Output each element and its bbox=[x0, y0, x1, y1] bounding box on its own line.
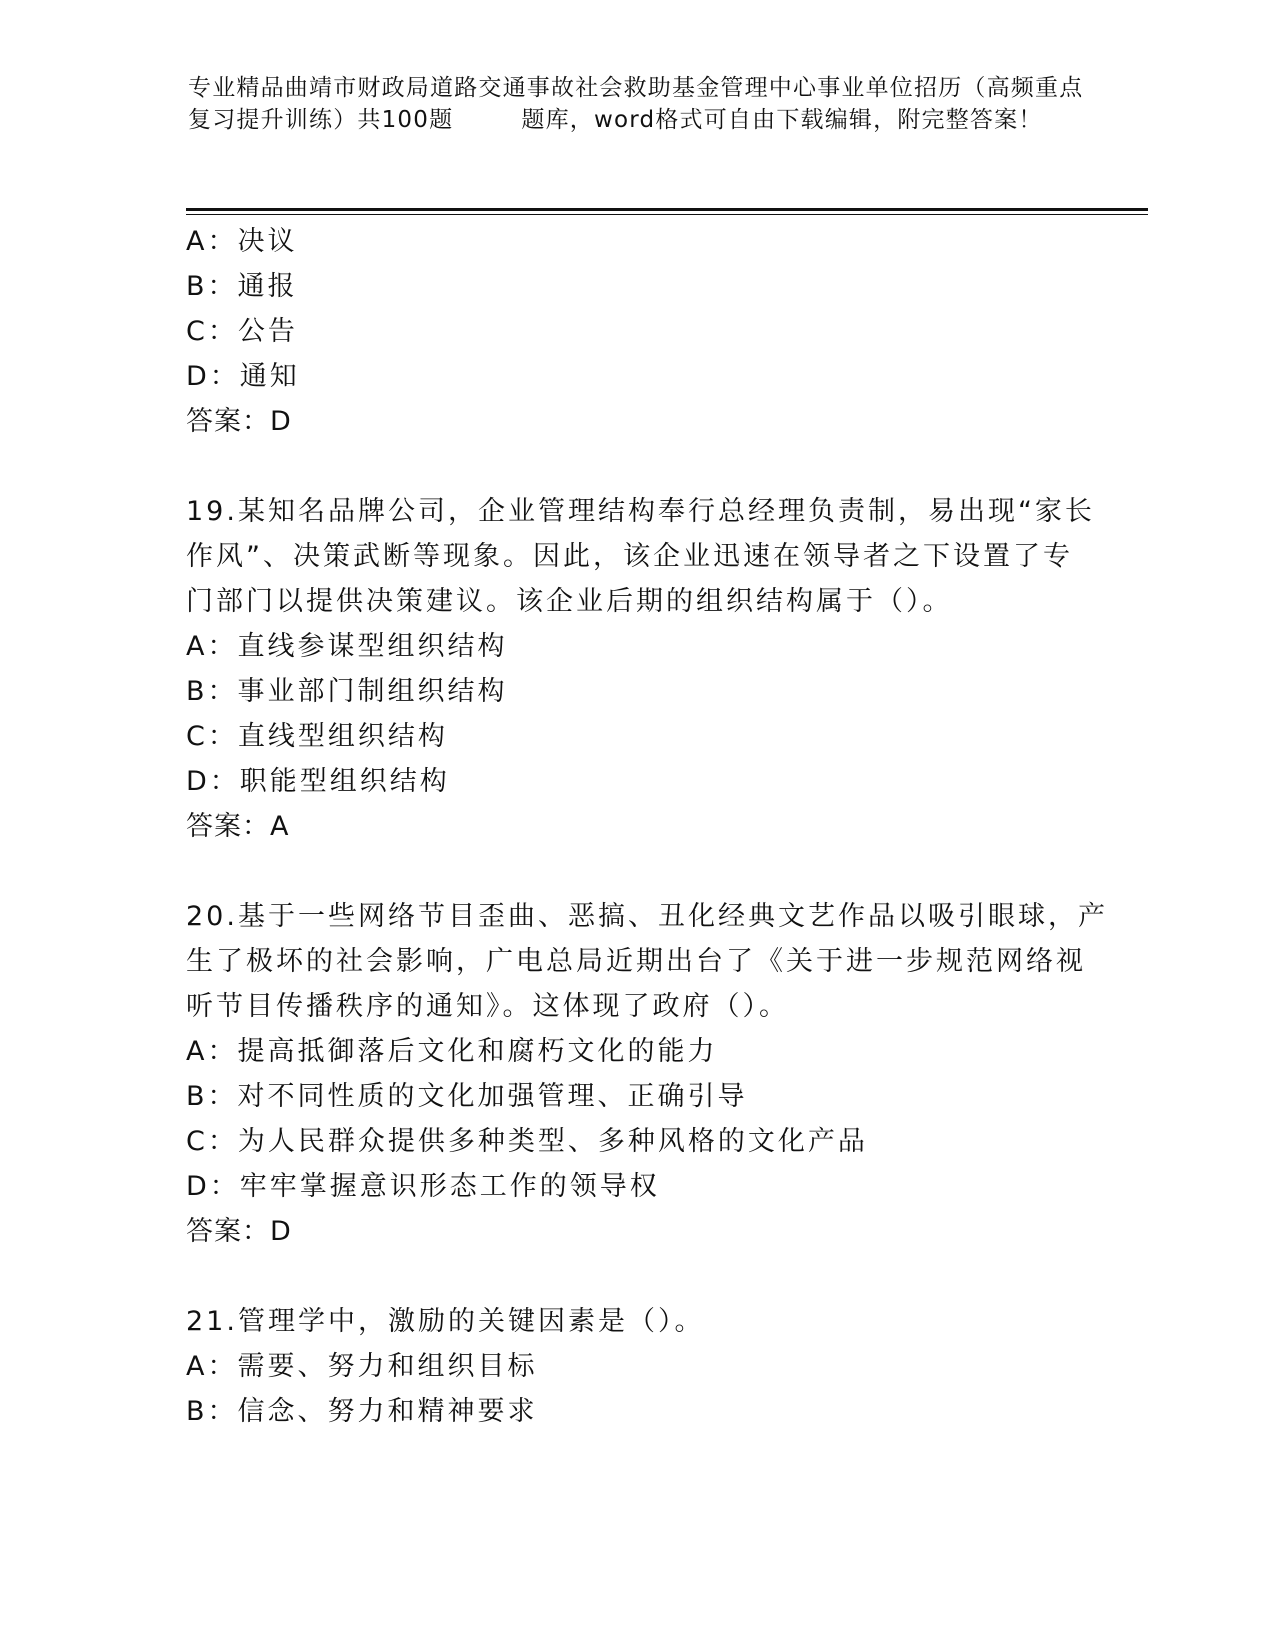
question-20 bbox=[186, 894, 1108, 1254]
option-a: A：直线参谋型组织结构 bbox=[186, 631, 508, 662]
answer: 答案：D bbox=[186, 406, 292, 437]
header-divider bbox=[186, 208, 1148, 216]
question-stem-line: 听节目传播秩序的通知》。这体现了政府（）。 bbox=[186, 991, 789, 1022]
header-divider-thin-line bbox=[186, 214, 1148, 215]
option-d: D：牢牢掌握意识形态工作的领导权 bbox=[186, 1171, 660, 1202]
question-stem-line: 20.基于一些网络节目歪曲、恶搞、丑化经典文艺作品以吸引眼球，产 bbox=[186, 901, 1108, 932]
question-stem-line: 21.管理学中，激励的关键因素是（）。 bbox=[186, 1306, 705, 1337]
header-divider-thick-line bbox=[186, 208, 1148, 211]
option-c: C：公告 bbox=[186, 316, 298, 347]
question-stem-line: 生了极坏的社会影响，广电总局近期出台了《关于进一步规范网络视 bbox=[186, 946, 1086, 977]
spacer bbox=[186, 444, 1086, 489]
question-stem-line: 19.某知名品牌公司，企业管理结构奉行总经理负责制，易出现“家长 bbox=[186, 496, 1095, 527]
answer: 答案：A bbox=[186, 811, 290, 842]
option-d: D：通知 bbox=[186, 361, 300, 392]
option-a: A：决议 bbox=[186, 226, 298, 257]
answer: 答案：D bbox=[186, 1216, 292, 1247]
option-a: A：提高抵御落后文化和腐朽文化的能力 bbox=[186, 1036, 718, 1067]
question-18 bbox=[186, 219, 1086, 444]
option-c: C：直线型组织结构 bbox=[186, 721, 448, 752]
option-d: D：职能型组织结构 bbox=[186, 766, 450, 797]
question-stem-line: 作风”、决策武断等现象。因此，该企业迅速在领导者之下设置了专 bbox=[186, 541, 1073, 572]
question-21 bbox=[186, 1299, 1086, 1434]
option-c: C：为人民群众提供多种类型、多种风格的文化产品 bbox=[186, 1126, 868, 1157]
option-b: B：事业部门制组织结构 bbox=[186, 676, 508, 707]
question-list bbox=[186, 219, 1108, 1434]
question-19 bbox=[186, 489, 1095, 849]
spacer bbox=[186, 849, 1086, 894]
document-header: 专业精品曲靖市财政局道路交通事故社会救助基金管理中心事业单位招历（高频重点复习提升训练）共100题 题库，word格式可自由下载编辑，附完整答案！ bbox=[188, 75, 1084, 133]
option-a: A：需要、努力和组织目标 bbox=[186, 1351, 538, 1382]
option-b: B：通报 bbox=[186, 271, 298, 302]
option-b: B：信念、努力和精神要求 bbox=[186, 1396, 538, 1427]
option-b: B：对不同性质的文化加强管理、正确引导 bbox=[186, 1081, 748, 1112]
question-stem-line: 门部门以提供决策建议。该企业后期的组织结构属于（）。 bbox=[186, 586, 953, 617]
spacer bbox=[186, 1254, 1086, 1299]
